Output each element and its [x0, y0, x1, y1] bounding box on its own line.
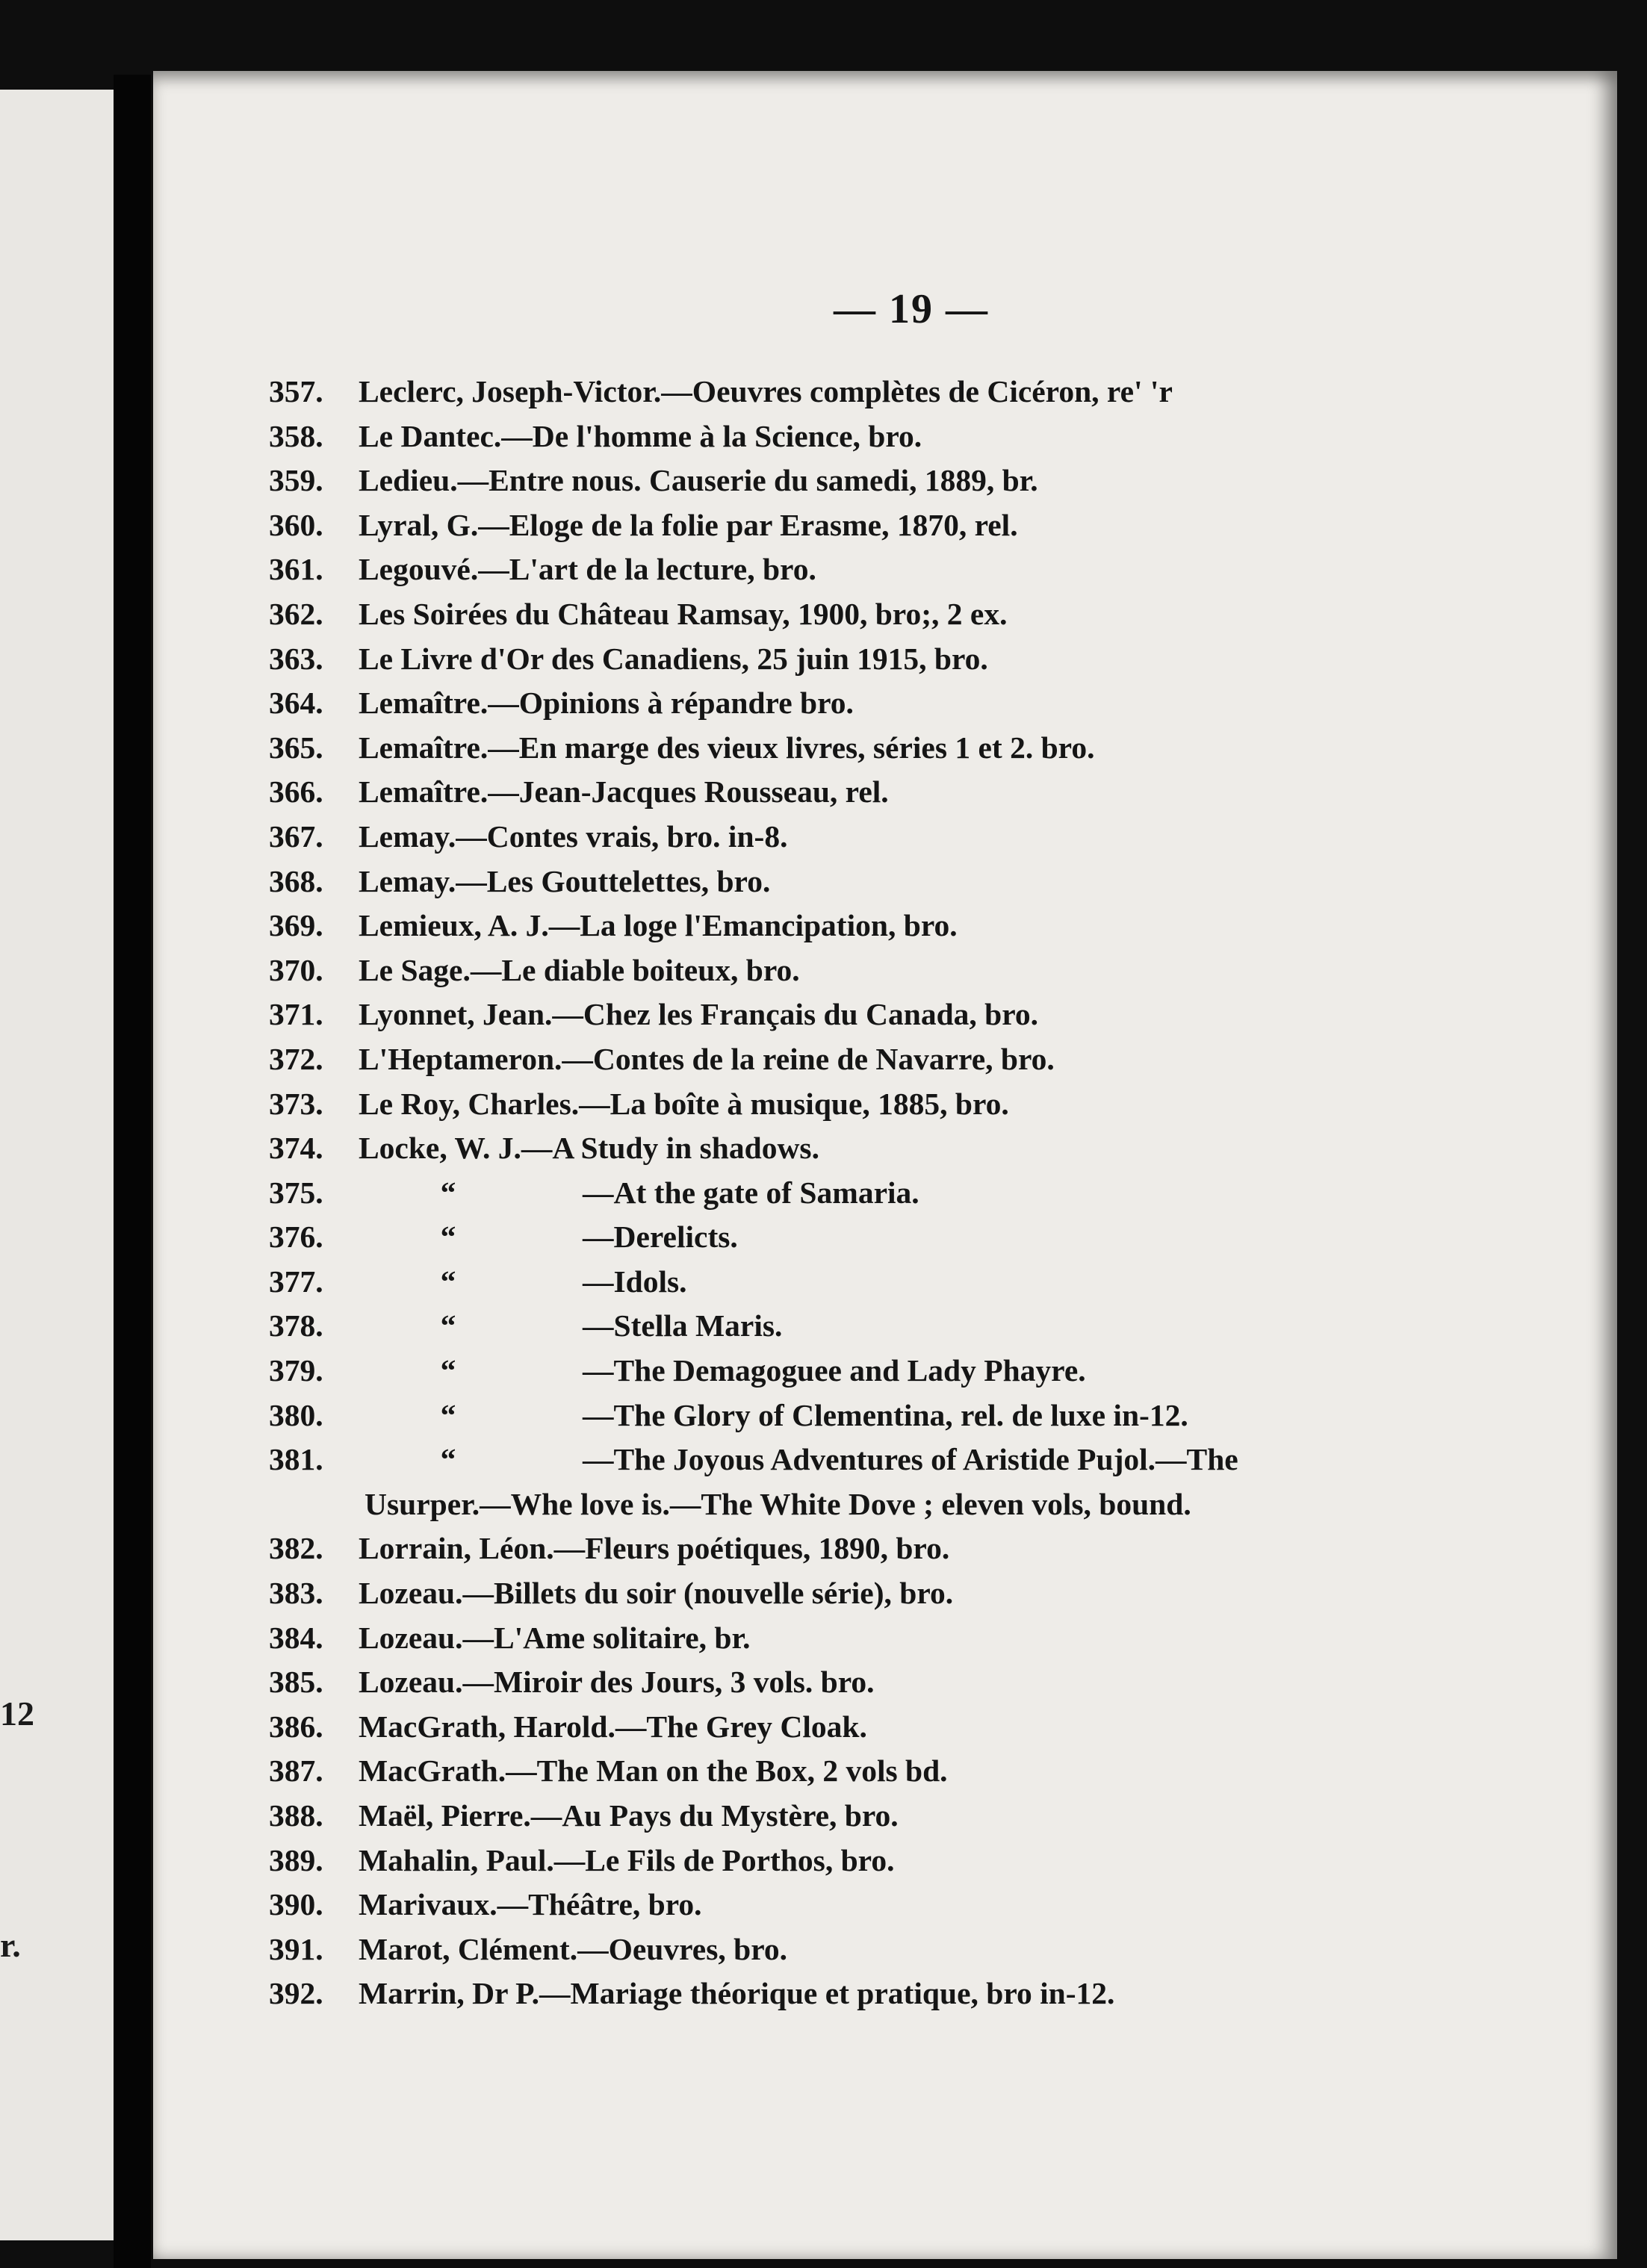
catalog-entry [269, 1883, 1584, 1927]
catalog-entry [269, 370, 1584, 414]
entry-number: 361. [269, 552, 323, 587]
entry-text: Lozeau.—L'Ame solitaire, br. [359, 1620, 751, 1655]
entry-text: Les Soirées du Château Ramsay, 1900, bro;, 2 ex. [359, 596, 1008, 631]
book-gutter [114, 75, 151, 2268]
entry-number: 362. [269, 596, 323, 631]
entry-number: 365. [269, 730, 323, 765]
entry-text: Marivaux.—Théâtre, bro. [359, 1887, 702, 1922]
entry-text: Maël, Pierre.—Au Pays du Mystère, bro. [359, 1798, 899, 1833]
entry-number: 391. [269, 1931, 323, 1966]
entry-text: Lemaître.—En marge des vieux livres, séries 1 et 2. bro. [359, 730, 1095, 765]
entry-number: 380. [269, 1397, 323, 1432]
catalog-entry-ditto [269, 1438, 1584, 1482]
catalog-entry [269, 1660, 1584, 1705]
entry-text: —The Joyous Adventures of Aristide Pujol.—The [583, 1442, 1238, 1477]
left-page-fragment: 12 [0, 1694, 34, 1733]
catalog-entry [269, 681, 1584, 726]
catalog-entry-ditto [269, 1260, 1584, 1305]
page-number: — 19 — [834, 286, 989, 332]
entry-text: Le Livre d'Or des Canadiens, 25 juin 1915, bro. [359, 641, 988, 676]
entry-number: 373. [269, 1086, 323, 1121]
entry-number: 376. [269, 1220, 323, 1255]
entry-number: 370. [269, 952, 323, 987]
entry-text: —Stella Maris. [583, 1308, 783, 1343]
entry-text: Le Sage.—Le diable boiteux, bro. [359, 952, 800, 987]
entry-text: Lozeau.—Billets du soir (nouvelle série), bro. [359, 1576, 954, 1611]
entry-text: Lyral, G.—Eloge de la folie par Erasme, 1870, rel. [359, 507, 1018, 542]
entry-text: Locke, W. J.—A Study in shadows. [359, 1131, 819, 1166]
entry-text: —Idols. [583, 1264, 687, 1299]
catalog-entry [269, 815, 1584, 860]
catalog-entry [269, 1526, 1584, 1571]
entry-number: 387. [269, 1753, 323, 1789]
catalog-entry-ditto [269, 1215, 1584, 1260]
entry-number: 378. [269, 1308, 323, 1343]
entry-number: 388. [269, 1798, 323, 1833]
catalog-entry [269, 992, 1584, 1037]
ditto-mark: “ [440, 1397, 456, 1432]
catalog-entry [269, 770, 1584, 815]
catalog-page [153, 71, 1617, 2259]
catalog-entry [269, 1616, 1584, 1661]
entry-number: 360. [269, 507, 323, 542]
entry-number: 369. [269, 908, 323, 943]
entry-text: Le Roy, Charles.—La boîte à musique, 1885, bro. [359, 1086, 1009, 1121]
entry-number: 377. [269, 1264, 323, 1299]
catalog-entry-ditto [269, 1394, 1584, 1438]
catalog-entry [269, 904, 1584, 948]
left-page-edge [0, 90, 114, 2240]
ditto-mark: “ [440, 1353, 456, 1388]
catalog-entry [269, 1972, 1584, 2016]
entry-number: 382. [269, 1531, 323, 1566]
entry-number: 357. [269, 374, 323, 408]
entry-text: —The Demagoguee and Lady Phayre. [583, 1353, 1086, 1388]
ditto-mark: “ [440, 1264, 456, 1299]
catalog-entry [269, 860, 1584, 904]
entry-text: Lemaître.—Opinions à répandre bro. [359, 686, 854, 721]
catalog-entry [269, 948, 1584, 993]
entry-text: —The Glory of Clementina, rel. de luxe in-12. [583, 1397, 1188, 1432]
catalog-entry [269, 1571, 1584, 1616]
entry-number: 381. [269, 1442, 323, 1477]
entry-text: L'Heptameron.—Contes de la reine de Navarre, bro. [359, 1041, 1055, 1076]
entry-number: 363. [269, 641, 323, 676]
entry-number: 371. [269, 997, 323, 1032]
entry-text: Leclerc, Joseph-Victor.—Oeuvres complètes de Cicéron, re' 'r [359, 374, 1173, 408]
catalog-entry [269, 459, 1584, 503]
catalog-entry [269, 1705, 1584, 1750]
entry-text: MacGrath, Harold.—The Grey Cloak. [359, 1709, 867, 1744]
entry-text: Marrin, Dr P.—Mariage théorique et pratique, bro in-12. [359, 1976, 1115, 2011]
entry-number: 364. [269, 686, 323, 721]
ditto-mark: “ [440, 1308, 456, 1343]
catalog-entry-ditto [269, 1349, 1584, 1394]
entry-text: Lemay.—Contes vrais, bro. in-8. [359, 818, 788, 854]
entry-text: Lemay.—Les Gouttelettes, bro. [359, 863, 771, 898]
entry-number: 372. [269, 1041, 323, 1076]
catalog-entry [269, 726, 1584, 771]
entry-text: Mahalin, Paul.—Le Fils de Porthos, bro. [359, 1842, 895, 1877]
catalog-entry [269, 547, 1584, 592]
entry-text: —At the gate of Samaria. [583, 1175, 919, 1210]
entry-text: Marot, Clément.—Oeuvres, bro. [359, 1931, 787, 1966]
catalog-entry [269, 1037, 1584, 1082]
entry-number: 358. [269, 418, 323, 453]
catalog-entry [269, 1794, 1584, 1839]
entry-number: 375. [269, 1175, 323, 1210]
entry-text: Le Dantec.—De l'homme à la Science, bro. [359, 418, 922, 453]
entry-text: Lemieux, A. J.—La loge l'Emancipation, bro. [359, 908, 958, 943]
left-page-fragment: r. [0, 1926, 21, 1964]
catalog-entry-ditto [269, 1304, 1584, 1349]
entry-number: 385. [269, 1665, 323, 1700]
catalog-entry [269, 1126, 1584, 1171]
entry-number: 374. [269, 1131, 323, 1166]
entry-number: 359. [269, 463, 323, 498]
entry-text: Lemaître.—Jean-Jacques Rousseau, rel. [359, 774, 889, 810]
entry-text: Lorrain, Léon.—Fleurs poétiques, 1890, bro. [359, 1531, 950, 1566]
entry-text: Ledieu.—Entre nous. Causerie du samedi, 1889, br. [359, 463, 1038, 498]
entry-number: 390. [269, 1887, 323, 1922]
catalog-entry [269, 637, 1584, 682]
entry-number: 379. [269, 1353, 323, 1388]
catalog-entry [269, 1082, 1584, 1127]
entry-number: 389. [269, 1842, 323, 1877]
catalog-entry [269, 592, 1584, 637]
catalog-entry [269, 1839, 1584, 1883]
entry-number: 386. [269, 1709, 323, 1744]
entry-text: Legouvé.—L'art de la lecture, bro. [359, 552, 816, 587]
ditto-mark: “ [440, 1175, 456, 1210]
entry-number: 367. [269, 818, 323, 854]
entry-text: MacGrath.—The Man on the Box, 2 vols bd. [359, 1753, 948, 1789]
ditto-mark: “ [440, 1442, 456, 1477]
catalog-entries [269, 370, 1584, 2016]
entry-number: 384. [269, 1620, 323, 1655]
entry-continuation: Usurper.—Whe love is.—The White Dove ; eleven vols, bound. [365, 1486, 1191, 1521]
catalog-entry [269, 1749, 1584, 1794]
entry-text: Lozeau.—Miroir des Jours, 3 vols. bro. [359, 1665, 875, 1700]
entry-number: 368. [269, 863, 323, 898]
catalog-entry [269, 1927, 1584, 1972]
entry-text: Lyonnet, Jean.—Chez les Français du Canada, bro. [359, 997, 1039, 1032]
catalog-entry-ditto [269, 1171, 1584, 1216]
ditto-mark: “ [440, 1220, 456, 1255]
entry-number: 392. [269, 1976, 323, 2011]
catalog-entry [269, 503, 1584, 548]
entry-number: 366. [269, 774, 323, 810]
entry-text: —Derelicts. [583, 1220, 738, 1255]
entry-number: 383. [269, 1576, 323, 1611]
catalog-entry [269, 414, 1584, 459]
